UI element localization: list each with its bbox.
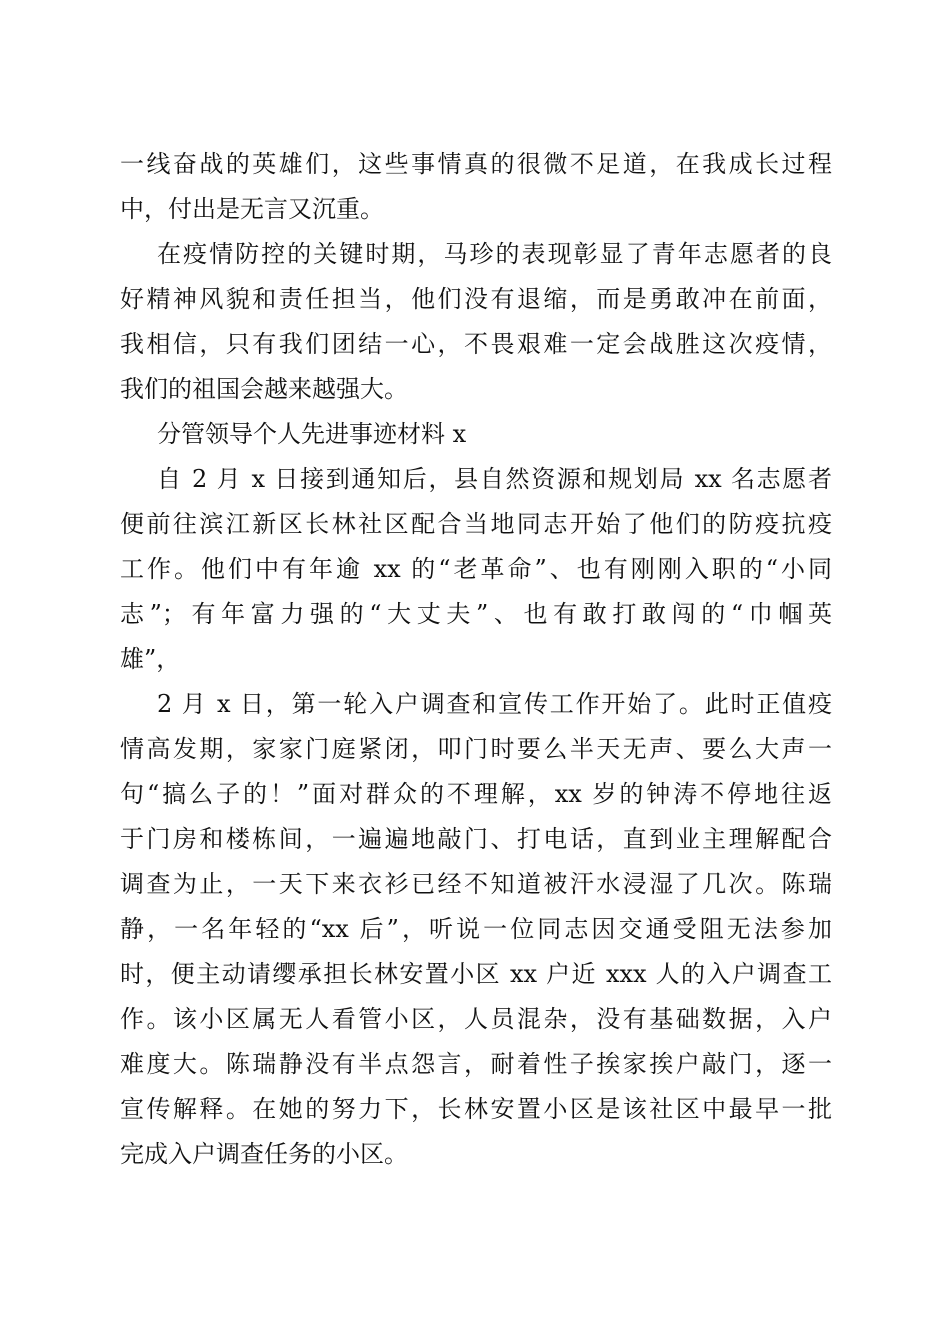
text-line: 我们的祖国会越来越强大。 bbox=[120, 375, 408, 403]
document-body bbox=[120, 142, 832, 1177]
text-line: 调查为止，一天下来衣衫已经不知道被汗水浸湿了几次。陈瑞 bbox=[120, 870, 832, 898]
text-line: 于门房和楼栋间，一遍遍地敲门、打电话，直到业主理解配合 bbox=[120, 825, 832, 853]
text-line: 静，一名年轻的“xx 后”，听说一位同志因交通受阻无法参加 bbox=[120, 915, 832, 943]
text-line: 雄”， bbox=[120, 645, 181, 673]
text-line: 情高发期，家家门庭紧闭，叩门时要么半天无声、要么大声一 bbox=[120, 735, 832, 763]
text-line: 志”；有年富力强的“大丈夫”、也有敢打敢闯的“巾帼英 bbox=[120, 600, 832, 628]
section-title: 分管领导个人先进事迹材料 x bbox=[157, 420, 467, 448]
text-line: 一线奋战的英雄们，这些事情真的很微不足道，在我成长过程 bbox=[120, 150, 832, 178]
text-line: 2 月 x 日，第一轮入户调查和宣传工作开始了。此时正值疫 bbox=[157, 690, 832, 718]
text-line: 我相信，只有我们团结一心，不畏艰难一定会战胜这次疫情， bbox=[120, 330, 832, 358]
text-line: 中，付出是无言又沉重。 bbox=[120, 195, 384, 223]
text-line: 句“搞么子的！”面对群众的不理解，xx 岁的钟涛不停地往返 bbox=[120, 780, 832, 808]
text-line: 工作。他们中有年逾 xx 的“老革命”、也有刚刚入职的“小同 bbox=[120, 555, 832, 583]
text-line: 难度大。陈瑞静没有半点怨言，耐着性子挨家挨户敲门，逐一 bbox=[120, 1050, 832, 1078]
text-line: 自 2 月 x 日接到通知后，县自然资源和规划局 xx 名志愿者 bbox=[157, 465, 832, 493]
text-line: 在疫情防控的关键时期，马珍的表现彰显了青年志愿者的良 bbox=[157, 240, 832, 268]
text-line: 宣传解释。在她的努力下，长林安置小区是该社区中最早一批 bbox=[120, 1095, 832, 1123]
text-line: 时，便主动请缨承担长林安置小区 xx 户近 xxx 人的入户调查工 bbox=[120, 960, 832, 988]
text-line: 便前往滨江新区长林社区配合当地同志开始了他们的防疫抗疫 bbox=[120, 510, 832, 538]
text-line: 完成入户调查任务的小区。 bbox=[120, 1140, 408, 1168]
text-line: 好精神风貌和责任担当，他们没有退缩，而是勇敢冲在前面， bbox=[120, 285, 832, 313]
text-line: 作。该小区属无人看管小区，人员混杂，没有基础数据，入户 bbox=[120, 1005, 832, 1033]
